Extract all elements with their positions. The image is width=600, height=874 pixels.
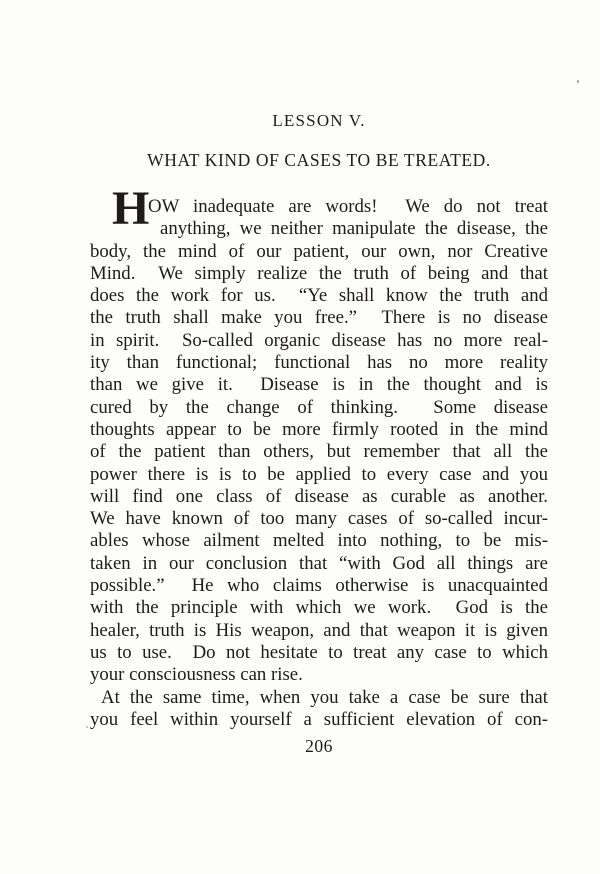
text-line: anything, we neither manipulate the disease, the	[160, 218, 548, 240]
text-line: does the work for us. “Ye shall know the truth and	[90, 285, 548, 307]
text-line: healer, truth is His weapon, and that weapon it is given	[90, 619, 548, 641]
text-line: with the principle with which we work. God is the	[90, 597, 548, 619]
chapter-title: WHAT KIND OF CASES TO BE TREATED.	[147, 150, 491, 170]
text-line: Mind. We simply realize the truth of being and that	[90, 262, 548, 284]
text-line: possible.” He who claims otherwise is unacquainted	[90, 575, 548, 597]
paragraph-1	[90, 196, 548, 687]
text-line: power there is is to be applied to every case and you	[90, 463, 548, 485]
text-line: At the same time, when you take a case be sure that	[101, 686, 548, 708]
text-line: you feel within yourself a sufficient elevation of con-	[90, 708, 548, 730]
text-line: cured by the change of thinking. Some disease	[90, 396, 548, 418]
text-line: taken in our conclusion that “with God all things are	[90, 552, 548, 574]
text-line: ables whose ailment melted into nothing, to be mis-	[90, 530, 548, 552]
drop-cap-letter: H	[112, 182, 150, 235]
text-line: the truth shall make you free.” There is no disease	[90, 307, 548, 329]
body-text	[90, 182, 548, 731]
text-line: in spirit. So-called organic disease has no more real-	[90, 329, 548, 351]
text-line: us to use. Do not hesitate to treat any case to which	[90, 641, 548, 663]
text-line: We have known of too many cases of so-called incur-	[90, 508, 548, 530]
text-line: body, the mind of our patient, our own, nor Creative	[90, 240, 548, 262]
page-number: 206	[305, 736, 333, 756]
scan-artifact-speck	[86, 726, 88, 728]
text-line: your consciousness can rise.	[90, 664, 303, 686]
text-line: ity than functional; functional has no more reality	[90, 352, 548, 374]
text-line: of the patient than others, but remember that all the	[90, 441, 548, 463]
text-line: will find one class of disease as curable as another.	[90, 485, 548, 507]
text-line: thoughts appear to be more firmly rooted in the mind	[90, 418, 548, 440]
paragraph-2	[90, 687, 548, 732]
text-line: OW inadequate are words! We do not treat	[148, 196, 548, 217]
text-line: than we give it. Disease is in the thought and is	[90, 374, 548, 396]
lesson-heading: LESSON V.	[272, 111, 366, 130]
scan-artifact-speck	[577, 80, 579, 83]
